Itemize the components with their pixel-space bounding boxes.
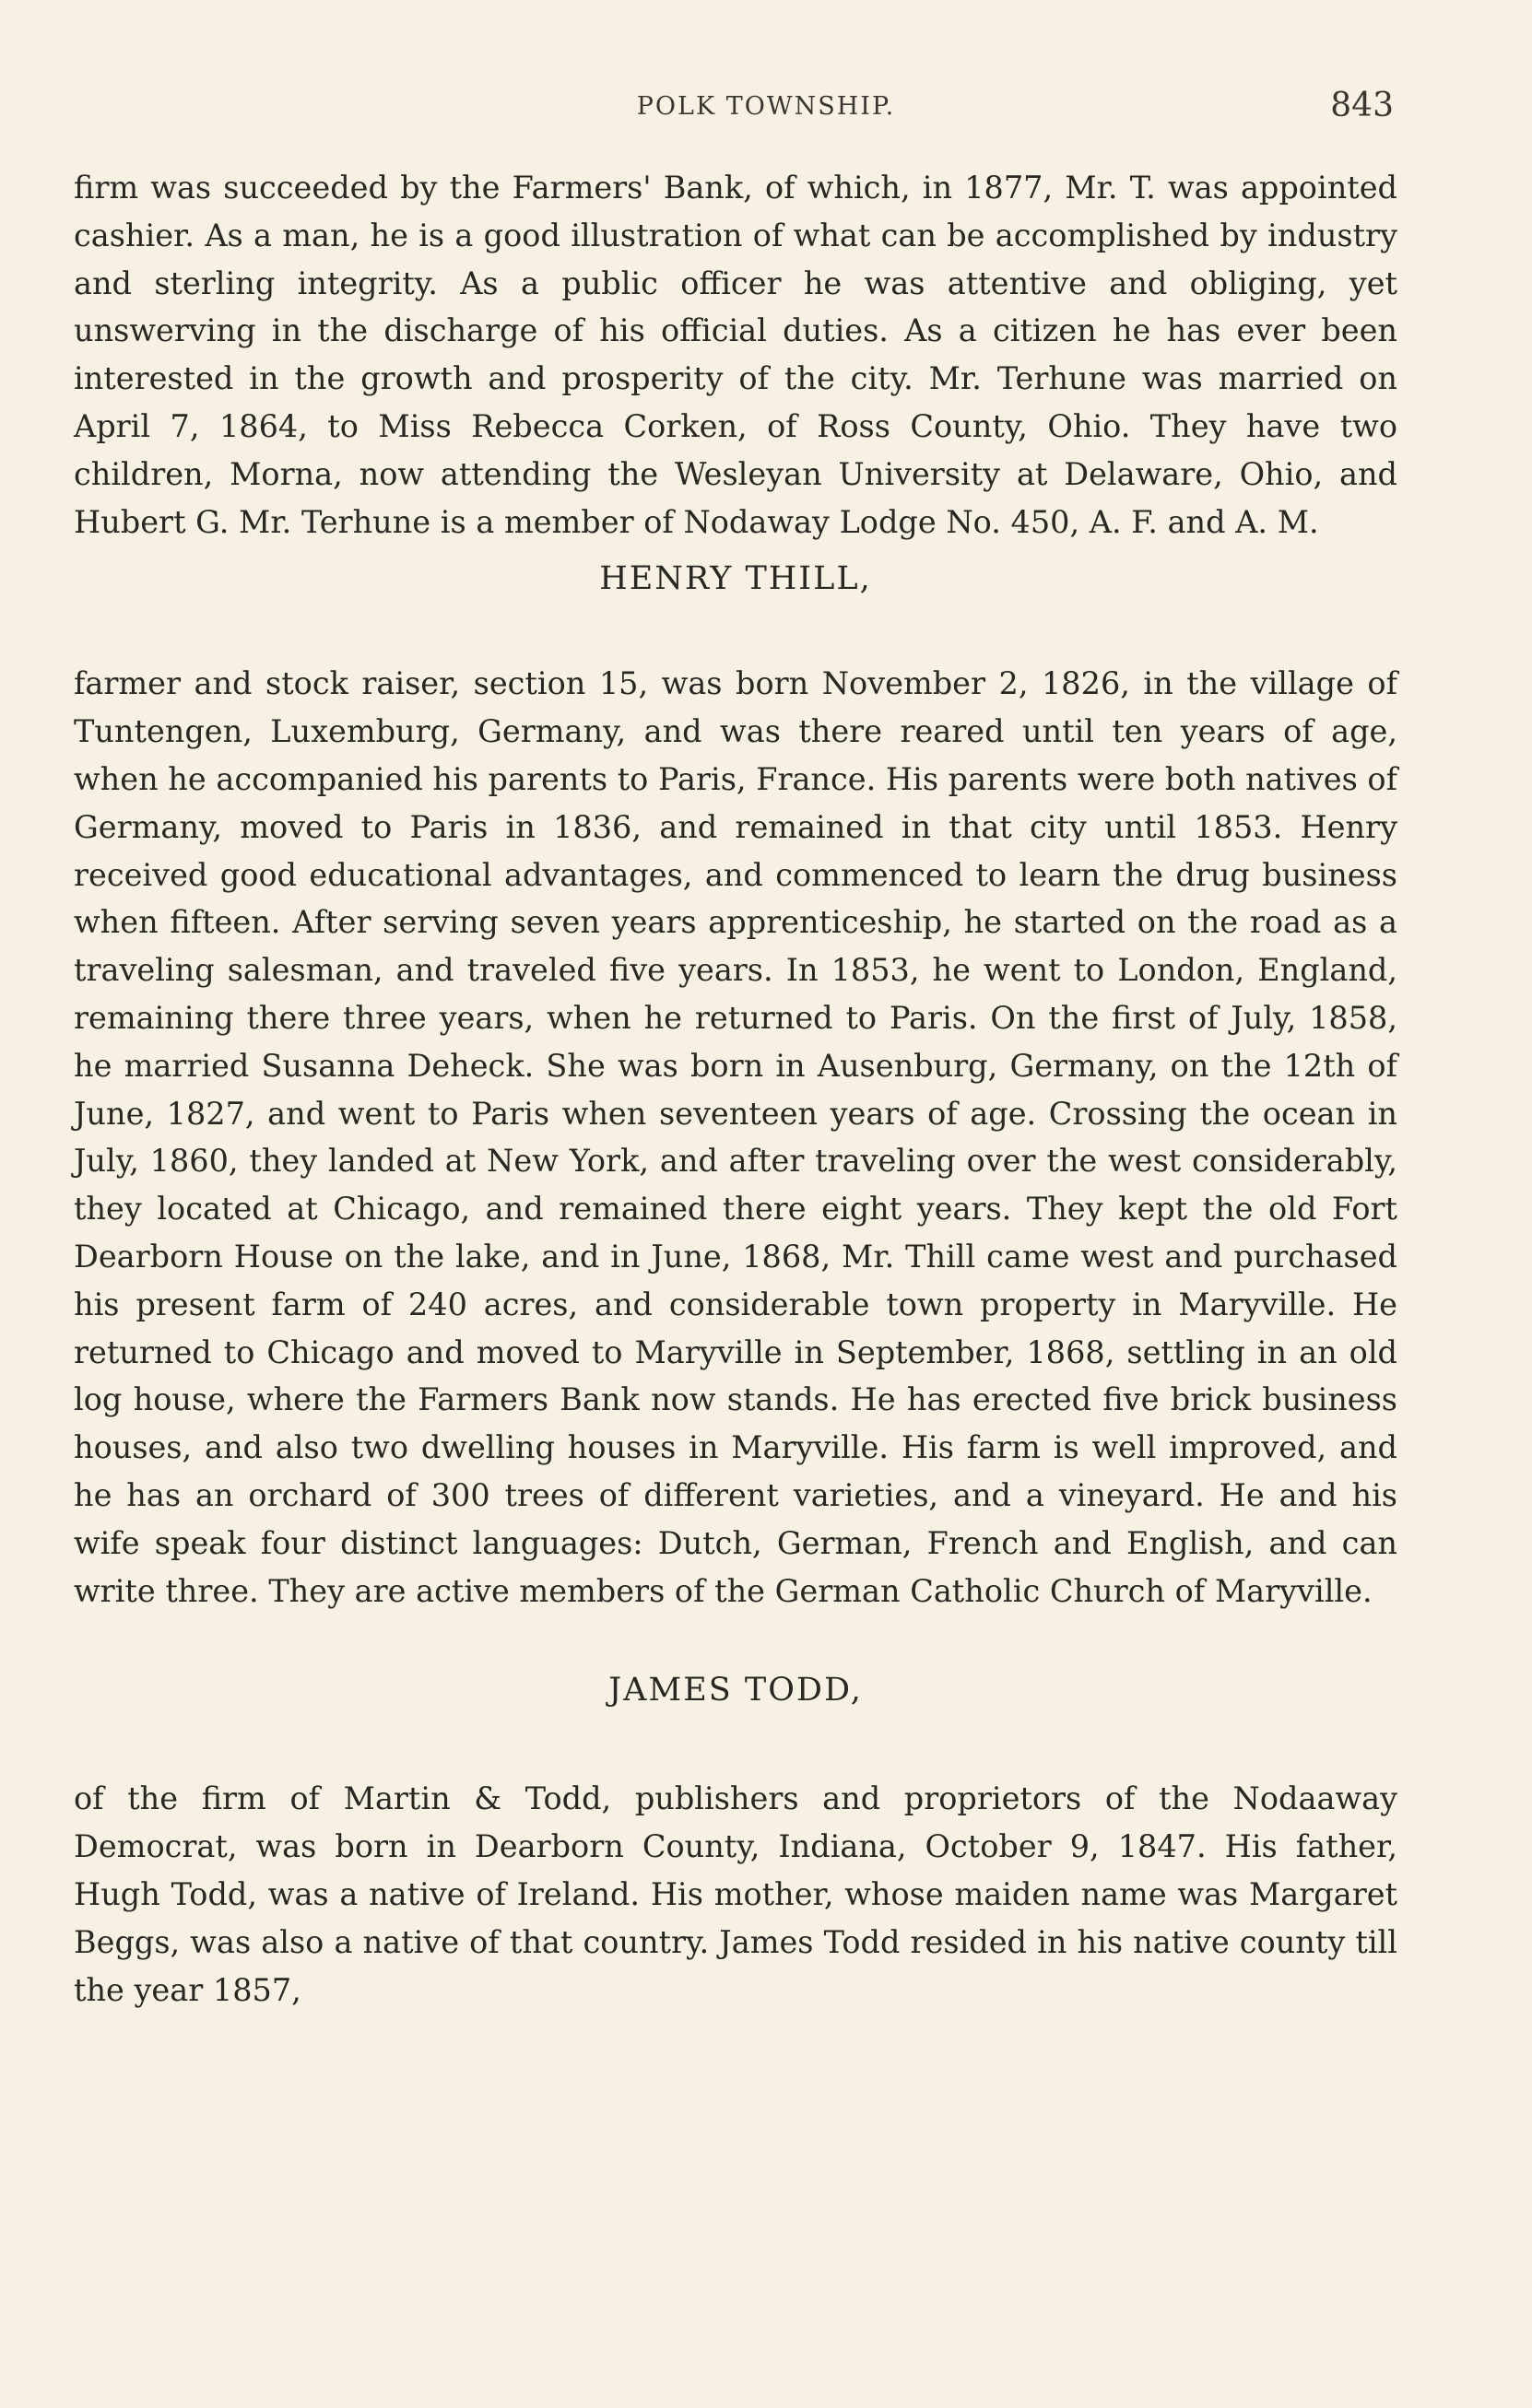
paragraph-henry-thill: farmer and stock raiser, section 15, was born November 2, 1826, in the village of Tuntengen, Luxemburg, Germany, and was there reared until ten years of age, when he accompanied his parents to Paris, France. His parents were both natives of Germany, moved to Paris in 1836, and remained in that city until 1853. Henry received good educational advantages, and commenced to learn the drug business when fifteen. After serving seven years apprenticeship, he started on the road as a traveling salesman, and traveled five years. In 1853, he went to London, England, remaining there three years, when he returned to Paris. On the first of July, 1858, he married Susanna Deheck. She was born in Ausenburg, Germany, on the 12th of June, 1827, and went to Paris when seventeen years of age. Crossing the ocean in July, 1860, they landed at New York, and after traveling over the west considerably, they located at Chicago, and remained there eight years. They kept the old Fort Dearborn House on the lake, and in June, 1868, Mr. Thill came west and purchased his present farm of 240 acres, and considerable town property in Maryville. He returned to Chicago and moved to Maryville in September, 1868, settling in an old log house, where the Farmers Bank now stands. He has erected five brick business houses, and also two dwelling houses in Maryville. His farm is well improved, and he has an orchard of 300 trees of different varieties, and a vineyard. He and his wife speak four distinct languages: Dutch, German, French and English, and can write three. They are active members of the German Catholic Church of Maryville. <box>74 665 1397 1609</box>
running-header <box>0 87 1532 133</box>
heading-henry-thill: HENRY THILL, <box>599 560 872 598</box>
paragraph-james-todd: of the firm of Martin & Todd, publishers and proprietors of the Nodaaway Democrat, was born in Dearborn County, Indiana, October 9, 1847. His father, Hugh Todd, was a native of Ireland. His mother, whose maiden name was Margaret Beggs, was also a native of that country. James Todd resided in his native county till the year 1857, <box>74 1780 1397 2008</box>
heading-james-todd: JAMES TODD, <box>608 1672 863 1709</box>
page-number: 843 <box>1330 87 1394 124</box>
running-title: POLK TOWNSHIP. <box>636 92 896 121</box>
paragraph-terhune-continued: firm was succeeded by the Farmers' Bank, of which, in 1877, Mr. T. was appointed cashier. As a man, he is a good illustration of what can be accomplished by industry and sterling integrity. As a public officer he was attentive and obliging, yet unswerving in the discharge of his official duties. As a citizen he has ever been interested in the growth and prosperity of the city. Mr. Terhune was married on April 7, 1864, to Miss Rebecca Corken, of Ross County, Ohio. They have two children, Morna, now attending the Wesleyan University at Delaware, Ohio, and Hubert G. Mr. Terhune is a member of Nodaway Lodge No. 450, A. F. and A. M. <box>74 170 1397 540</box>
body-text <box>74 164 1397 2014</box>
